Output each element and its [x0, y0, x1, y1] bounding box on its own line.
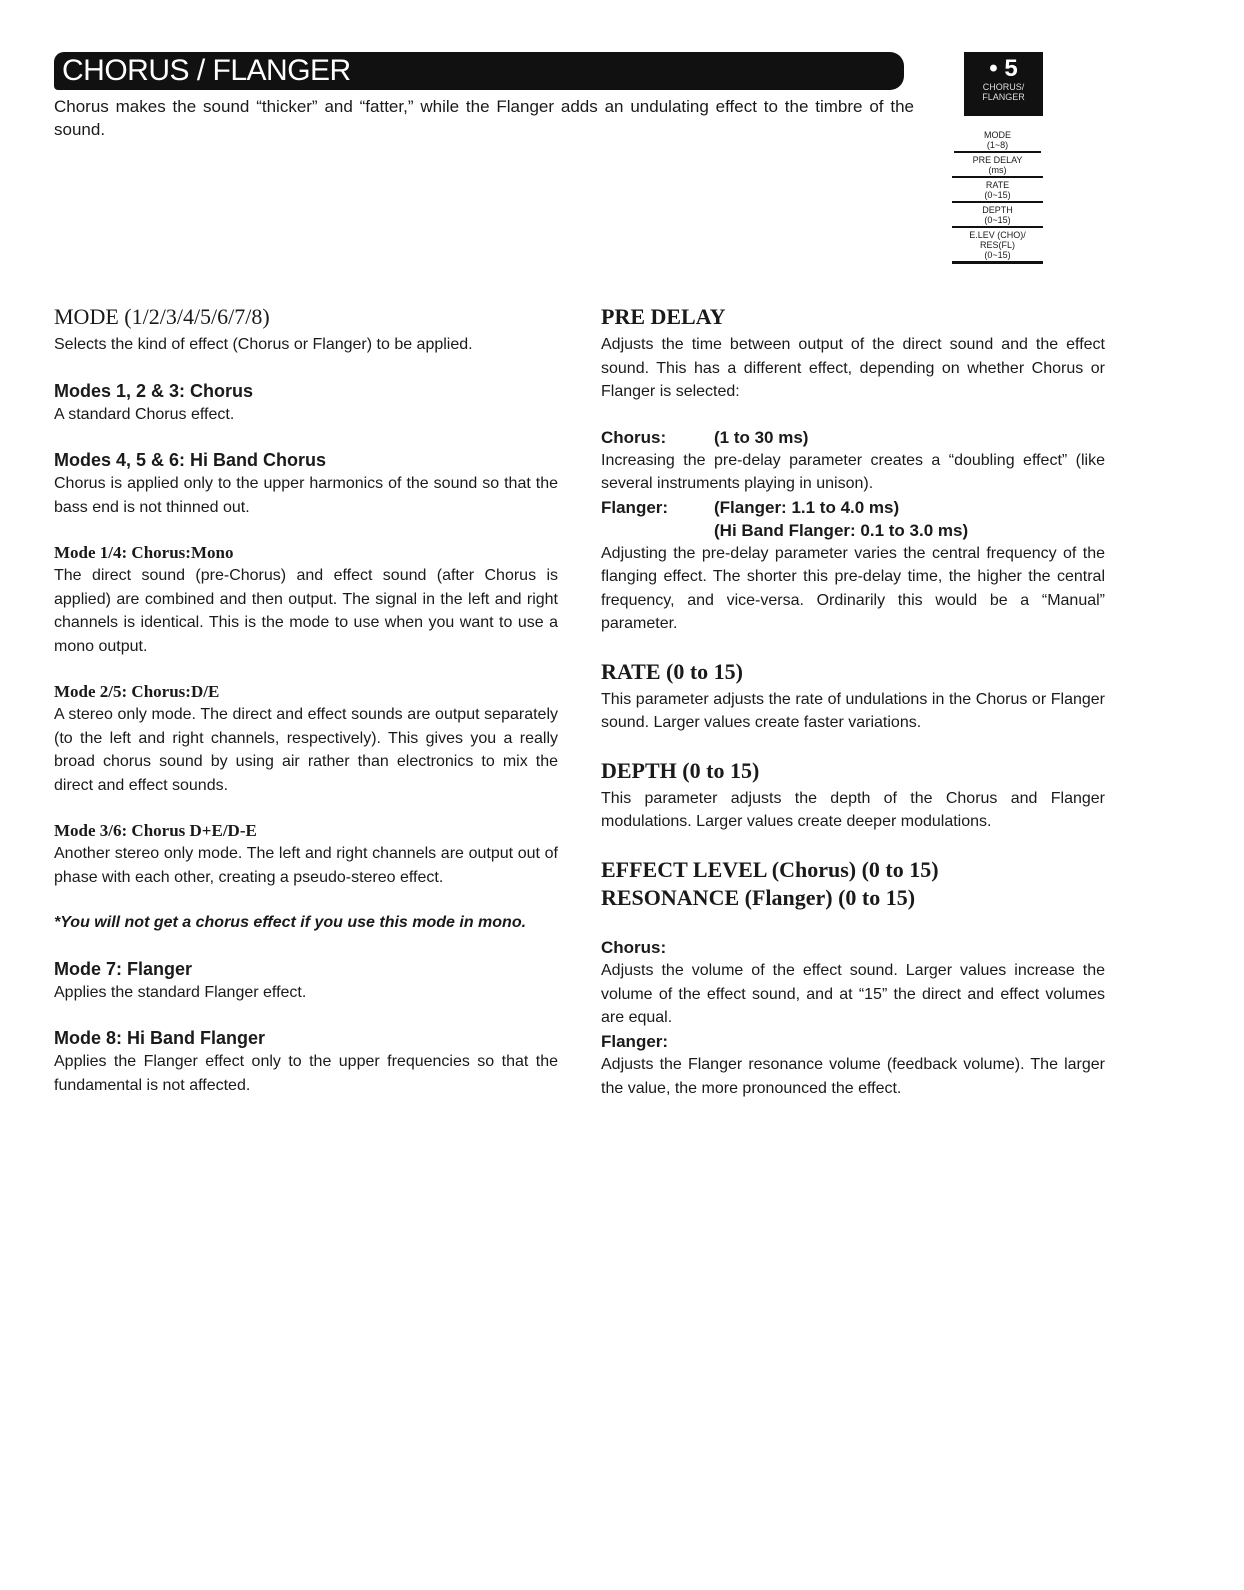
mode-25-text: A stereo only mode. The direct and effect sounds are output separately (to the left and right channels, respectively). This gives you a really broad chorus sound by using air rather than electronics to mix the direct and effect sounds. — [54, 706, 558, 794]
tab-number: • 5 — [989, 55, 1018, 82]
modes-456-heading: Modes 4, 5 & 6: Hi Band Chorus — [54, 450, 327, 470]
modes-456-text: Chorus is applied only to the upper harmonics of the sound so that the bass end is not thinned out. — [54, 475, 558, 516]
hi-band-flanger-range: (Hi Band Flanger: 0.1 to 3.0 ms) — [714, 520, 969, 540]
mode-heading: MODE (1/2/3/4/5/6/7/8) — [54, 304, 270, 329]
effect-level-heading: EFFECT LEVEL (Chorus) (0 to 15) — [601, 856, 939, 882]
tab-param-list — [940, 128, 1055, 264]
tab-param-depth: DEPTH (0~15) — [952, 203, 1043, 228]
chorus-range: (1 to 30 ms) — [714, 427, 809, 447]
tab-param-pre-delay: PRE DELAY (ms) — [952, 153, 1043, 178]
resonance-flanger-text: Adjusts the Flanger resonance volume (feedback volume). The larger the value, the more pronounced the effect. — [601, 1056, 1105, 1097]
page-title: CHORUS / FLANGER — [62, 54, 351, 87]
section-tab — [964, 52, 1043, 116]
tab-param-mode: MODE (1~8) — [954, 128, 1041, 153]
section-title-bar — [54, 52, 904, 90]
effect-level-chorus-text: Adjusts the volume of the effect sound. Larger values increase the volume of the effect sound, and at “15” the direct and effect volumes are equal. — [601, 962, 1105, 1026]
tab-param-rate: RATE (0~15) — [952, 178, 1043, 203]
rate-text: This parameter adjusts the rate of undulations in the Chorus or Flanger sound. Larger values create faster variations. — [601, 690, 1105, 731]
mode-36-heading: Mode 3/6: Chorus D+E/D-E — [54, 821, 257, 840]
mode-36-text: Another stereo only mode. The left and right channels are output out of phase with each other, creating a pseudo-stereo effect. — [54, 845, 558, 886]
depth-text: This parameter adjusts the depth of the Chorus and Flanger modulations. Larger values create deeper modulations. — [601, 789, 1105, 830]
mode-25-heading: Mode 2/5: Chorus:D/E — [54, 682, 220, 701]
depth-heading: DEPTH (0 to 15) — [601, 757, 760, 783]
modes-123-heading: Modes 1, 2 & 3: Chorus — [54, 380, 254, 401]
pre-delay-heading: PRE DELAY — [601, 304, 726, 329]
tab-label: CHORUS/ FLANGER — [982, 82, 1025, 102]
tab-param-effect-level: E.LEV (CHO)/ RES(FL) (0~15) — [952, 228, 1043, 264]
mode-text: Selects the kind of effect (Chorus or Flanger) to be applied. — [54, 336, 473, 353]
mode-8-text: Applies the Flanger effect only to the upper frequencies so that the fundamental is not affected. — [54, 1053, 558, 1094]
chorus-pre-delay-text: Increasing the pre-delay parameter creates a “doubling effect” (like several instruments playing in unison). — [601, 451, 1105, 492]
rate-heading: RATE (0 to 15) — [601, 658, 743, 684]
left-column — [54, 303, 558, 1097]
effect-level-chorus-label: Chorus: — [601, 937, 667, 957]
intro-text: Chorus makes the sound “thicker” and “fatter,” while the Flanger adds an undulating effect to the timbre of the sound. — [54, 97, 914, 139]
resonance-flanger-label: Flanger: — [601, 1031, 669, 1051]
modes-123-text: A standard Chorus effect. — [54, 405, 235, 423]
chorus-label: Chorus: — [601, 427, 667, 447]
mode-14-heading: Mode 1/4: Chorus:Mono — [54, 543, 234, 562]
mode-8-heading: Mode 8: Hi Band Flanger — [54, 1028, 266, 1048]
flanger-pre-delay-text: Adjusting the pre-delay parameter varies the central frequency of the flanging effect. The shorter this pre-delay time, the higher the central frequency, and vice-versa. Ordinarily this would be a “Manual” parameter. — [601, 544, 1105, 632]
mode-7-text: Applies the standard Flanger effect. — [54, 983, 307, 1001]
right-column — [601, 303, 1105, 1100]
mode-7-heading: Mode 7: Flanger — [54, 958, 193, 979]
mono-note: *You will not get a chorus effect if you use this mode in mono. — [54, 914, 527, 931]
mode-14-text: The direct sound (pre-Chorus) and effect sound (after Chorus is applied) are combined and then output. The signal in the left and right channels is identical. This is the mode to use when you want to use a mono output. — [54, 567, 558, 655]
chorus-range-row — [601, 426, 1105, 449]
flanger-range-row — [601, 496, 1105, 519]
pre-delay-text: Adjusts the time between output of the direct sound and the effect sound. This has a different effect, depending on whether Chorus or Flanger is selected: — [601, 336, 1105, 400]
flanger-label: Flanger: — [601, 497, 669, 517]
resonance-heading: RESONANCE (Flanger) (0 to 15) — [601, 884, 916, 910]
flanger-range: (Flanger: 1.1 to 4.0 ms) — [714, 497, 900, 517]
